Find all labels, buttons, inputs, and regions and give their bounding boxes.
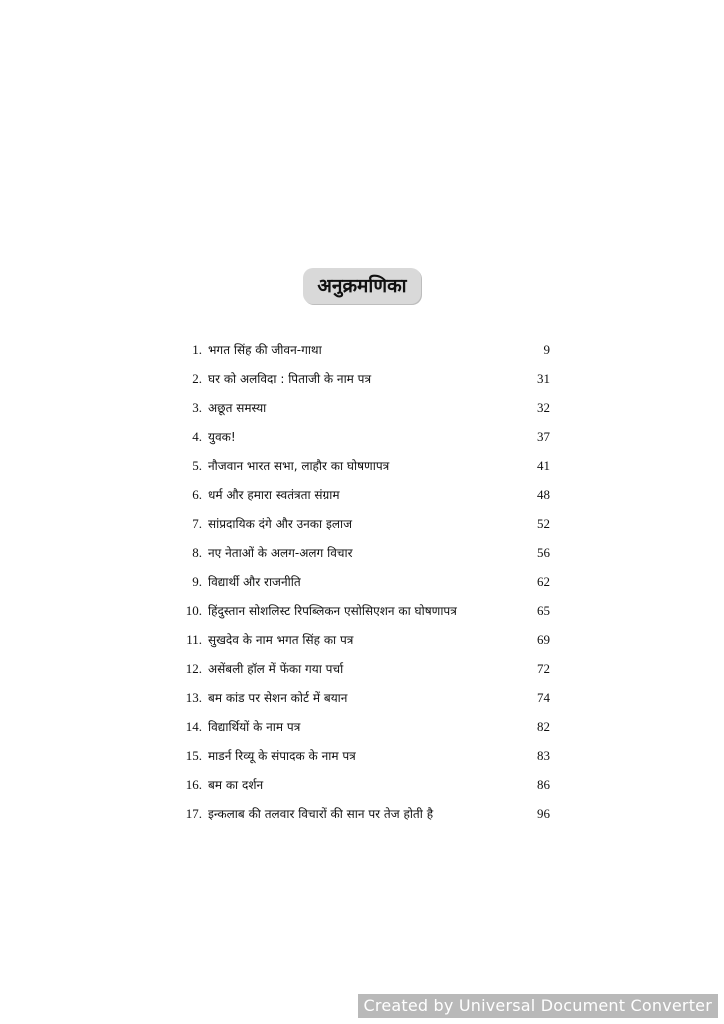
title-container [0, 268, 724, 304]
toc-number: 4. [192, 428, 202, 444]
toc-label: माडर्न रिव्यू के संपादक के नाम पत्र [208, 749, 356, 763]
toc-label: भगत सिंह की जीवन-गाथा [208, 343, 322, 357]
toc-label: असेंबली हॉल में फेंका गया पर्चा [208, 662, 344, 676]
toc-number: 1. [192, 341, 202, 357]
toc-label: सुखदेव के नाम भगत सिंह का पत्र [208, 633, 354, 647]
toc-label: धर्म और हमारा स्वतंत्रता संग्राम [208, 488, 340, 502]
toc-page: 69 [537, 631, 550, 647]
table-of-contents [170, 335, 550, 828]
toc-label: हिंदुस्तान सोशलिस्ट रिपब्लिकन एसोसिएशन का घोषणापत्र [208, 604, 457, 618]
toc-number: 10. [185, 602, 202, 618]
toc-page: 48 [537, 486, 550, 502]
toc-label: अछूत समस्या [208, 401, 267, 415]
toc-entry[interactable] [170, 538, 550, 567]
toc-entry[interactable] [170, 509, 550, 538]
toc-entry[interactable] [170, 335, 550, 364]
toc-label: बम कांड पर सेशन कोर्ट में बयान [208, 691, 348, 705]
toc-number: 16. [185, 776, 202, 792]
page-title: अनुक्रमणिका [303, 268, 420, 304]
toc-entry[interactable] [170, 770, 550, 799]
toc-number: 3. [192, 399, 202, 415]
toc-page: 74 [537, 689, 550, 705]
toc-entry[interactable] [170, 799, 550, 828]
toc-page: 32 [537, 399, 550, 415]
toc-label: नौजवान भारत सभा, लाहौर का घोषणापत्र [208, 459, 390, 473]
toc-number: 17. [185, 805, 202, 821]
toc-page: 83 [537, 747, 550, 763]
toc-page: 96 [537, 805, 550, 821]
toc-page: 41 [537, 457, 550, 473]
toc-page: 52 [537, 515, 550, 531]
toc-number: 11. [186, 631, 202, 647]
toc-entry[interactable] [170, 422, 550, 451]
toc-entry[interactable] [170, 567, 550, 596]
toc-label: इन्कलाब की तलवार विचारों की सान पर तेज होती है [208, 807, 434, 821]
toc-page: 37 [537, 428, 550, 444]
toc-number: 7. [192, 515, 202, 531]
toc-page: 72 [537, 660, 550, 676]
toc-number: 2. [192, 370, 202, 386]
toc-number: 15. [185, 747, 202, 763]
toc-label: युवक! [208, 430, 236, 444]
toc-page: 9 [543, 341, 550, 357]
toc-label: विद्यार्थियों के नाम पत्र [208, 720, 301, 734]
toc-number: 12. [185, 660, 202, 676]
toc-number: 13. [185, 689, 202, 705]
toc-label: घर को अलविदा : पिताजी के नाम पत्र [208, 372, 372, 386]
toc-page: 56 [537, 544, 550, 560]
toc-entry[interactable] [170, 712, 550, 741]
toc-label: बम का दर्शन [208, 778, 264, 792]
toc-entry[interactable] [170, 480, 550, 509]
toc-entry[interactable] [170, 741, 550, 770]
toc-number: 9. [192, 573, 202, 589]
toc-number: 5. [192, 457, 202, 473]
toc-page: 62 [537, 573, 550, 589]
toc-entry[interactable] [170, 393, 550, 422]
toc-number: 8. [192, 544, 202, 560]
toc-page: 86 [537, 776, 550, 792]
toc-entry[interactable] [170, 683, 550, 712]
toc-entry[interactable] [170, 364, 550, 393]
toc-page: 65 [537, 602, 550, 618]
toc-entry[interactable] [170, 451, 550, 480]
toc-entry[interactable] [170, 654, 550, 683]
toc-number: 6. [192, 486, 202, 502]
toc-label: विद्यार्थी और राजनीति [208, 575, 301, 589]
toc-label: सांप्रदायिक दंगे और उनका इलाज [208, 517, 352, 531]
toc-entry[interactable] [170, 596, 550, 625]
toc-page: 82 [537, 718, 550, 734]
toc-page: 31 [537, 370, 550, 386]
converter-watermark: Created by Universal Document Converter [358, 994, 718, 1018]
toc-number: 14. [185, 718, 202, 734]
toc-entry[interactable] [170, 625, 550, 654]
toc-label: नए नेताओं के अलग-अलग विचार [208, 546, 353, 560]
